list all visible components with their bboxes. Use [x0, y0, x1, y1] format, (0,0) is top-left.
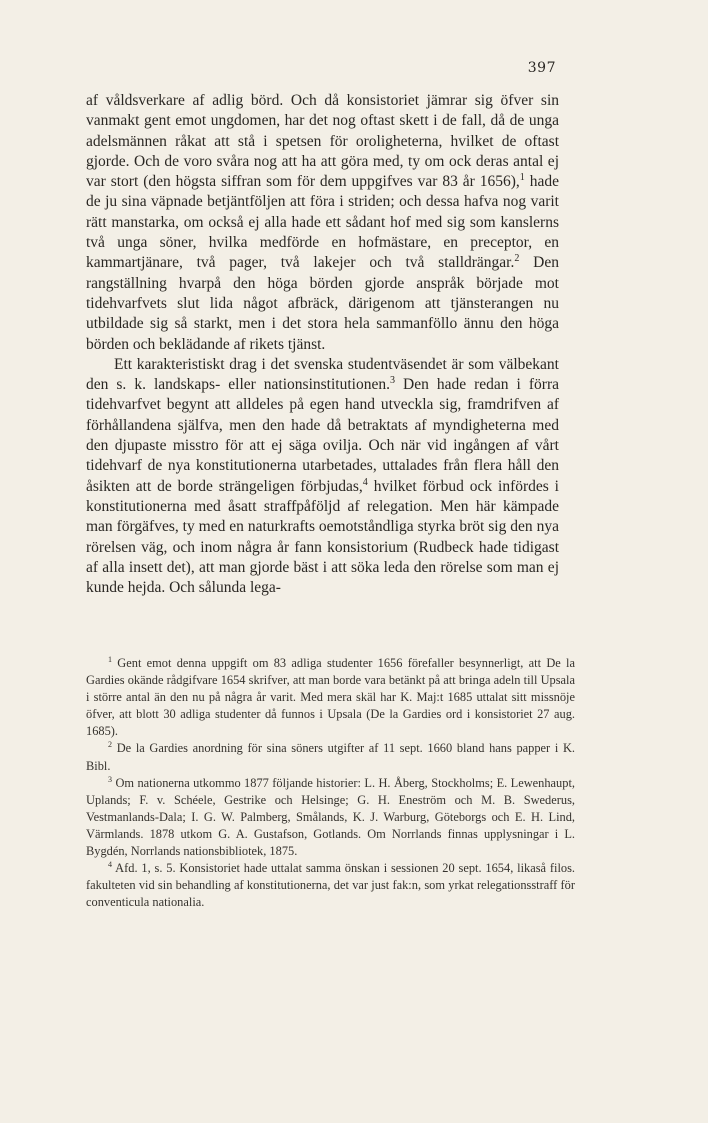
footnote: [86, 860, 575, 911]
footnote-reference[interactable]: 2: [514, 253, 520, 265]
footnote-reference[interactable]: 3: [389, 375, 395, 386]
footnote-text: Om nationerna utkommo 1877 följande historier: L. H. Åberg, Stockholms; E. Lewenhaupt, Uplands; F. v. Schéele, Gestrike och Helsinge; G. H. Eneström och M. B. Swederus, Vestmanlands-Dala; I. G. W. Palmberg, Smålands, K. J. Warburg, Göteborgs och E. H. Lind, Värmlands. 1878 utkom G. A. Gustafson, Gotlands. Om Norrlands finnas upplysningar i L. Bygdén, Norrlands nationsbibliotek, 1875.: [86, 775, 575, 859]
footnote-text: Afd. 1, s. 5. Konsistoriet hade uttalat samma önskan i sessionen 20 sept. 1654, likaså filos. fakulteten vid sin behandling af konstitutionerna, det var just fak:n, som yrkat relegationsstraff för conventicula nationalia.: [86, 861, 575, 910]
footnote-text: Gent emot denna uppgift om 83 adliga studenter 1656 förefaller besynnerligt, att De la Gardies okände rådgifvare 1654 skrifver, att man borde vara betänkt på att bringa adeln till Upsala i större antal än den nu på några år varit. Med mera skäl har K. Maj:t 1685 uttalat sitt missnöje öfver, att blott 30 adliga studenter då funnos i Upsala (De la Gardies ord i konsistoriet 27 aug. 1685).: [86, 656, 575, 739]
main-text: [86, 91, 559, 598]
footnote-marker: 3: [108, 774, 113, 784]
footnote-marker: 1: [108, 654, 113, 664]
text-segment: Den rangställning hvarpå den höga börden gjorde anspråk började mot tidehvarfvets slut lida något afbräck, därigenom att tjänsterangen nu utbildade sig så starkt, men i det stora hela sammanföllo ännu den höga börden och beklädande af rikets tjänst.: [86, 254, 559, 353]
footnotes: [86, 655, 575, 911]
footnote-marker: 2: [108, 740, 113, 750]
paragraph: [86, 91, 559, 355]
page-number: 397: [527, 60, 556, 76]
paragraph: [86, 355, 559, 599]
text-segment: Den hade redan i förra tidehvarfvet begynt att alldeles på egen hand utveckla sig, framdrifven af förhållandena själfva, men den hade då betraktats af myndigheterna med den djupaste misstro för att ej säga ovilja. Och när vid ingången af vårt tidehvarf de nya konstitutionerna utarbetades, uttalades från flera håll den åsikten att de borde strängeligen förbjudas,: [86, 376, 559, 495]
text-segment: hade de ju sina väpnade betjäntföljen att föra i striden; och dessa hafva nog varit rätt manstarka, om också ej alla hade ett sådant hof med sig som kanslerns två unga söner, hvilka medförde en hofmästare, en preceptor, en kammartjänare, två pager, två lakejer och två stalldrängar.: [86, 173, 559, 272]
footnote-reference[interactable]: 1: [519, 172, 525, 184]
text-segment: af våldsverkare af adlig börd. Och då konsistoriet jämrar sig öfver sin vanmakt gent emot ungdomen, har det nog oftast skett i de fall, då de unga adelsmännen råkat att stå i spetsen för oroligheterna, hvilket de oftast gjorde. Och de voro svåra nog att ha att göra med, ty om ock deras antal ej var stort (den högsta siffran som för dem uppgifves var 83 år 1656),: [86, 92, 559, 191]
footnote: [86, 775, 575, 860]
footnote: [86, 655, 575, 740]
text-segment: Ett karakteristiskt drag i det svenska studentväsendet är som välbekant den s. k. landskaps- eller nationsinstitutionen.: [86, 355, 559, 394]
text-segment: hvilket förbud ock infördes i konstitutionerna med åsatt straffpåföljd af relegation. Men här kämpade man förgäfves, ty med en naturkrafts oemotståndliga styrka bröt sig den nya rörelsen väg, och inom några år fann konsistorium (Rudbeck hade tidigast af alla insett det), att man gjorde bäst i att söka leda den rörelse som man ej kunde hejda. Och sålunda lega-: [86, 477, 559, 597]
footnote: [86, 740, 575, 774]
footnote-reference[interactable]: 4: [362, 476, 368, 488]
footnote-marker: 4: [108, 860, 113, 869]
footnote-text: De la Gardies anordning för sina söners utgifter af 11 sept. 1660 bland hans papper i K. Bibl.: [86, 741, 575, 773]
